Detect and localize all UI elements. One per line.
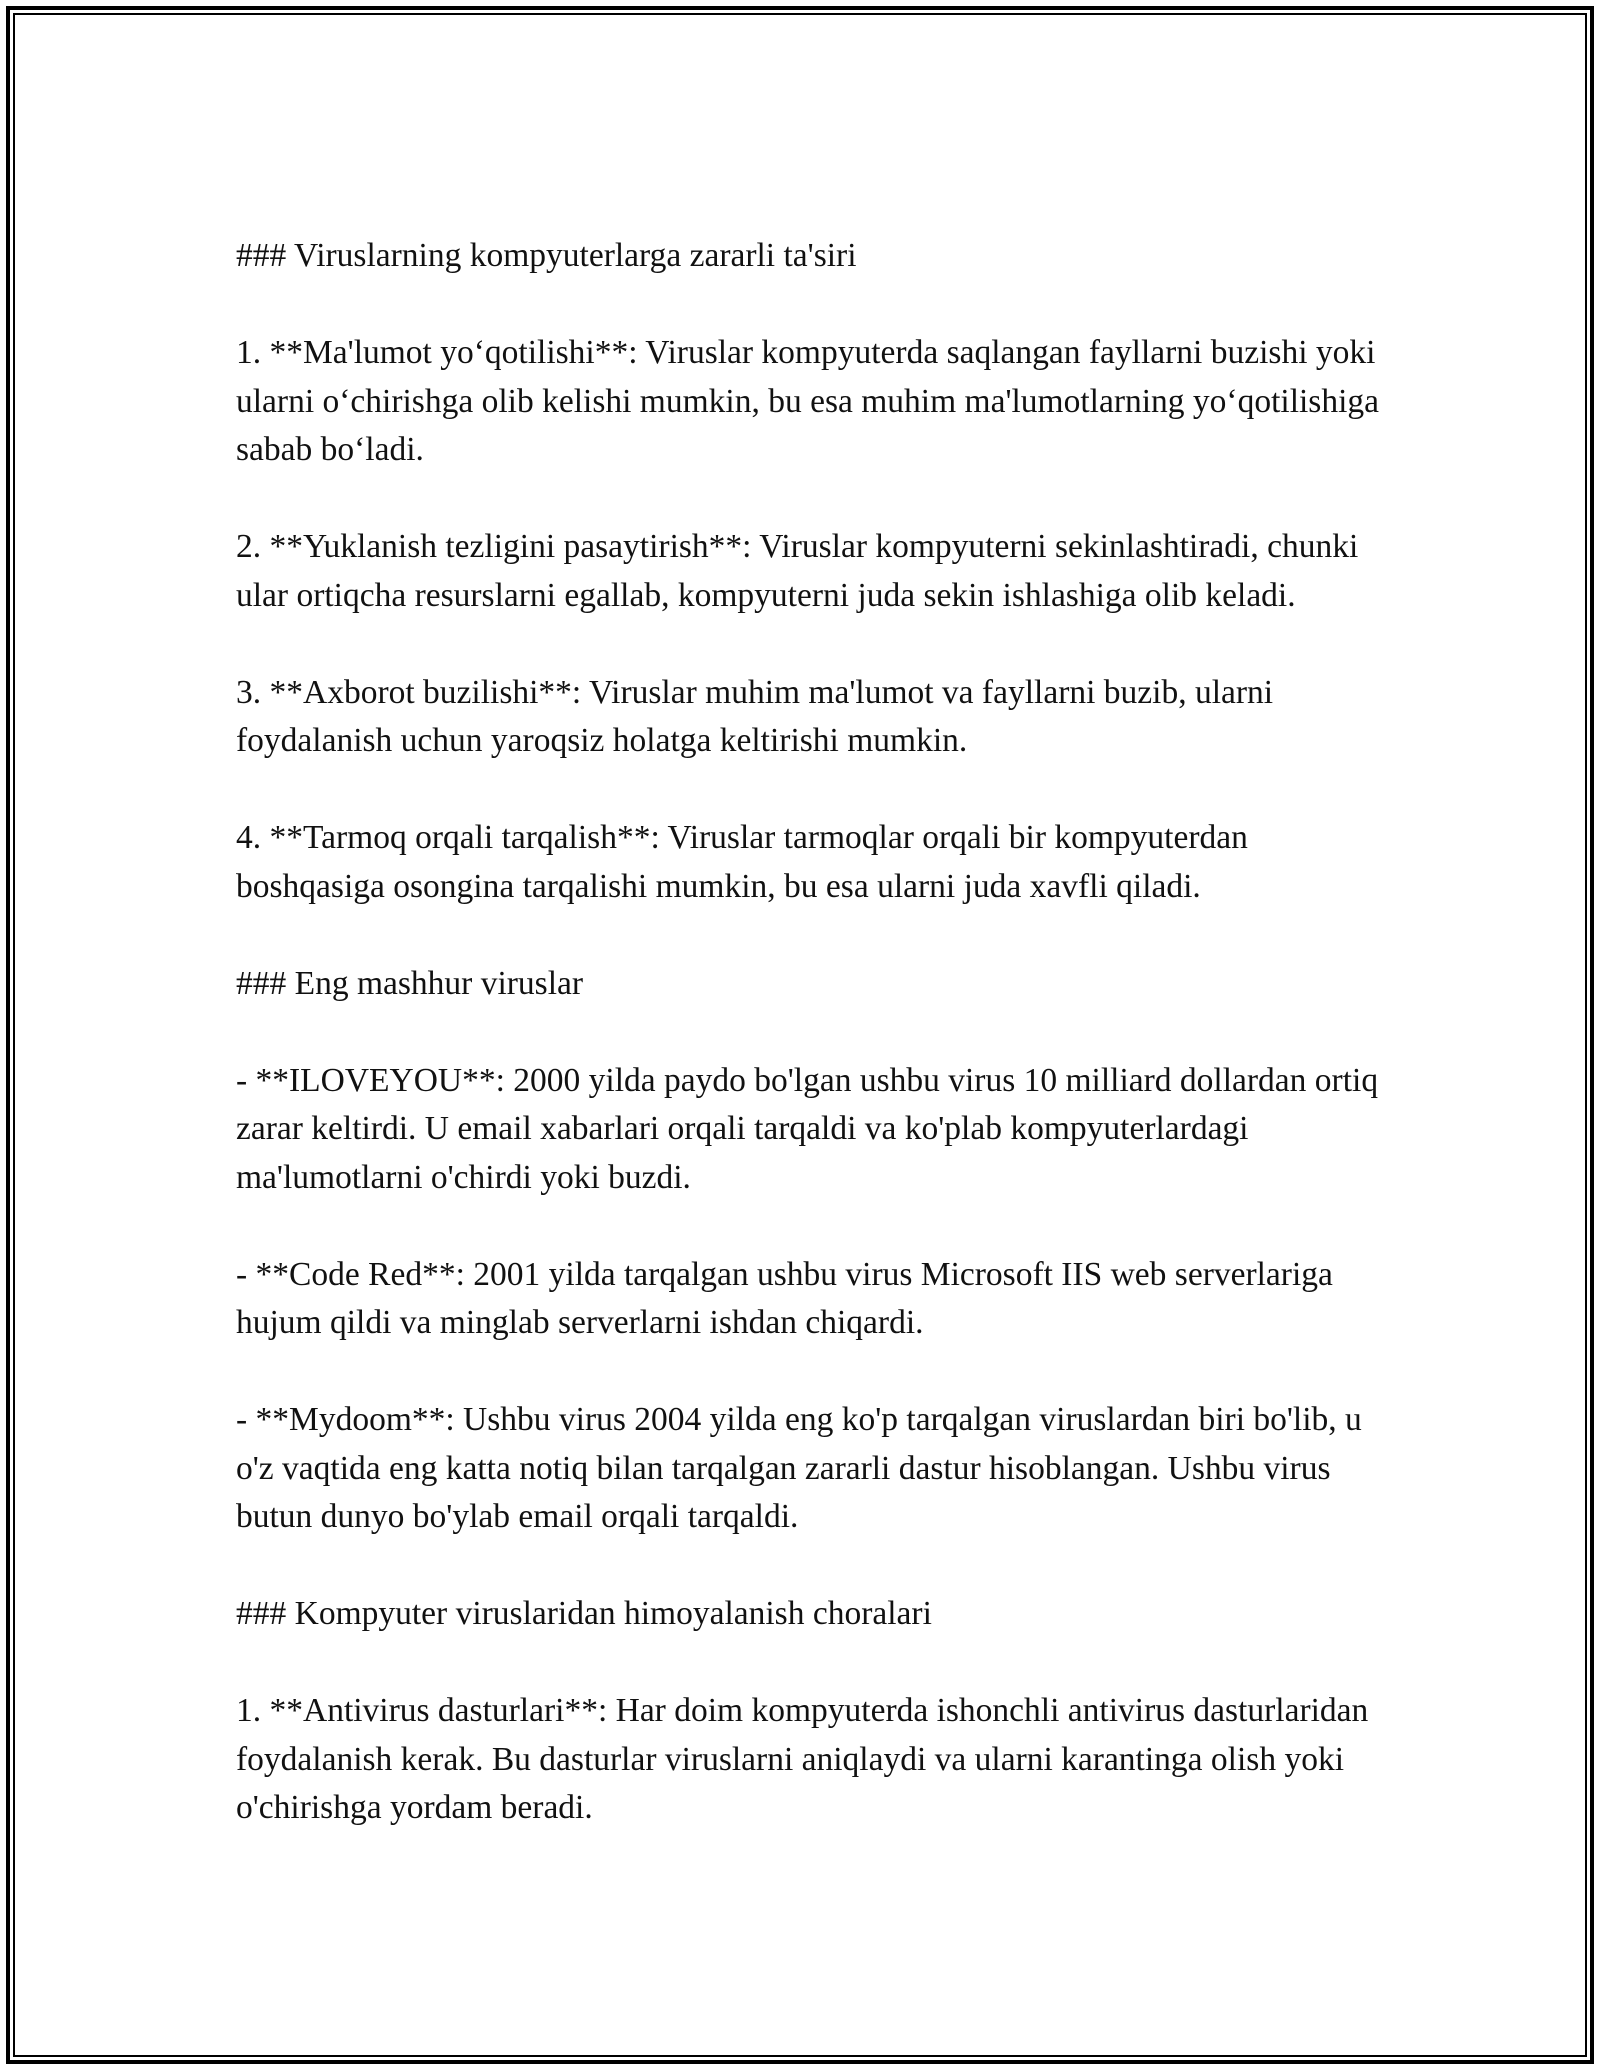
list-item-slowdown: 2. **Yuklanish tezligini pasaytirish**: Viruslar kompyuterni sekinlashtiradi, chunki ular ortiqcha resurslarni egallab, kompyuterni juda sekin ishlashiga olib keladi.: [236, 528, 1359, 614]
list-item-mydoom: - **Mydoom**: Ushbu virus 2004 yilda eng ko'p tarqalgan viruslardan biri bo'lib, u o'z vaqtida eng katta notiq bilan tarqalgan zararli dastur hisoblangan. Ushbu virus butun dunyo bo'ylab email orqali tarqaldi.: [236, 1401, 1362, 1535]
list-item-network-spread: 4. **Tarmoq orqali tarqalish**: Viruslar tarmoqlar orqali bir kompyuterdan boshqasiga osongina tarqalishi mumkin, bu esa ularni juda xavfli qiladi.: [236, 819, 1248, 905]
list-item-iloveyou: - **ILOVEYOU**: 2000 yilda paydo bo'lgan ushbu virus 10 milliard dollardan ortiq zarar keltirdi. U email xabarlari orqali tarqaldi va ko'plab kompyuterlardagi ma'lumotlarni o'chirdi yoki buzdi.: [236, 1061, 1379, 1196]
section-heading-effects: ### Viruslarning kompyuterlarga zararli ta's​iri: [236, 237, 857, 274]
section-heading-famous: ### Eng mashhur viruslar: [236, 964, 584, 1002]
list-item-corruption: 3. **Axborot buzilishi**: Viruslar muhim ma'lumot va fayllarni buzib, ularni foydalanish uchun yaroqsiz holatga keltirishi mumkin.: [236, 673, 1274, 759]
list-item-code-red: - **Code Red**: 2001 yilda tarqalgan ushbu virus Microsoft IIS web serverlariga hujum qildi va minglab serverlarni ishdan chiqardi.: [236, 1255, 1333, 1341]
list-item-data-loss: 1. **Ma'lumot yo‘qotilishi**: Viruslar kompyuterda saqlangan fayllarni buzishi yoki ularni o‘chirishga olib kelishi mumkin, bu esa muhim ma'lumotlarning yo‘qotilishiga sabab bo‘ladi.: [236, 334, 1380, 468]
section-heading-protection: ### Kompyuter viruslaridan himoyalanish choralari: [236, 1595, 932, 1632]
list-item-antivirus: 1. **Antivirus dasturlari**: Har doim kompyuterda ishonchli antivirus dasturlaridan foydalanish kerak. Bu dasturlar viruslarni aniqlaydi va ularni karantinga olish yoki o'chirishga yordam beradi.: [236, 1692, 1369, 1826]
document-body: [236, 232, 1386, 1881]
